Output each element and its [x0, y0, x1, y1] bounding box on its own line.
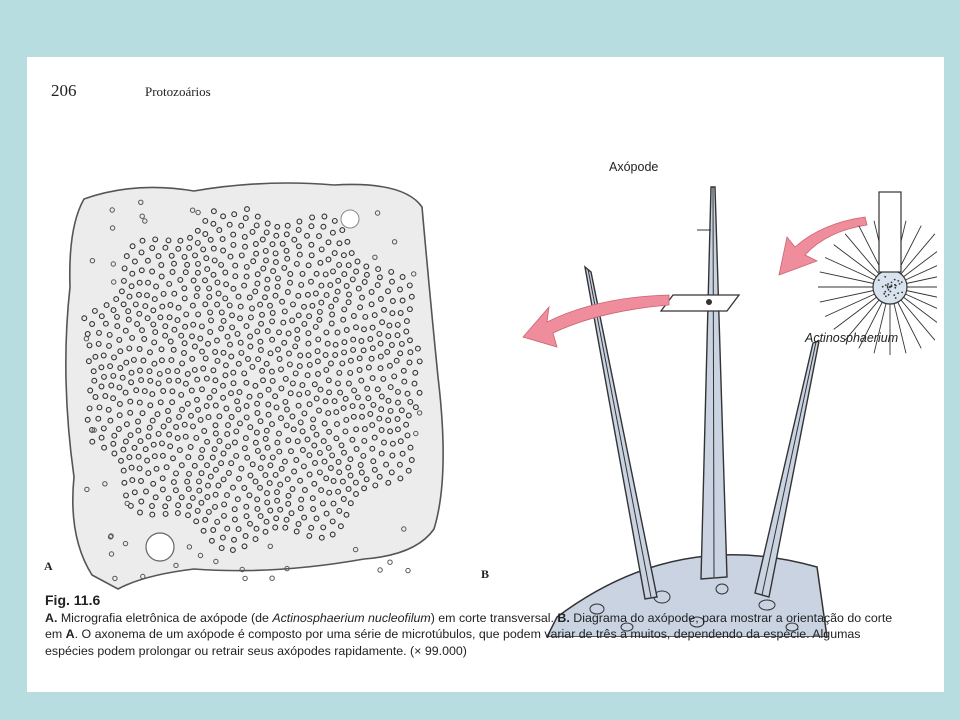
axoneme-left: [588, 269, 651, 597]
figure-number: Fig. 11.6: [45, 592, 101, 608]
figure-caption: [45, 592, 905, 659]
organism-label: Actinosphaerium: [805, 331, 899, 345]
axopode-diagram-panel-b: [487, 127, 937, 637]
page-number: 206: [51, 81, 77, 100]
vacuole: [146, 533, 174, 561]
caption-text: Diagrama do axópode, para mostrar a orientação do corte em: [45, 610, 893, 641]
vacuole: [341, 210, 359, 228]
running-head: Protozoários: [145, 84, 211, 99]
axoneme-right: [762, 342, 816, 595]
caption-a-marker: A.: [45, 610, 58, 625]
caption-ref: A: [65, 627, 75, 641]
arrow-right-pink: [779, 217, 867, 275]
caption-text: . O axonema de um axópode é composto por uma série de microtúbulos, que podem variar de três a muitos, dependendo da espécie. Algumas espécies podem prolongar ou retrair seus axópodes rapidamente. (× 99.000): [45, 627, 861, 658]
section-plane: [661, 295, 739, 311]
caption-text: Micrografia eletrônica de axópode (de: [57, 610, 273, 625]
micrograph-panel-a: [54, 177, 454, 607]
panel-a-label: A: [44, 559, 53, 573]
axoneme-cross-section: [706, 299, 712, 305]
axopode-label: Axópode: [609, 160, 659, 174]
textbook-page: [27, 57, 944, 692]
caption-text: ) em corte transversal.: [430, 610, 558, 625]
caption-b-marker: B.: [557, 610, 570, 625]
axopode-right: [755, 341, 819, 597]
section-window: [879, 192, 901, 272]
caption-species: Actinosphaerium nucleofilum: [272, 610, 431, 625]
panel-b-label: B: [481, 567, 490, 581]
